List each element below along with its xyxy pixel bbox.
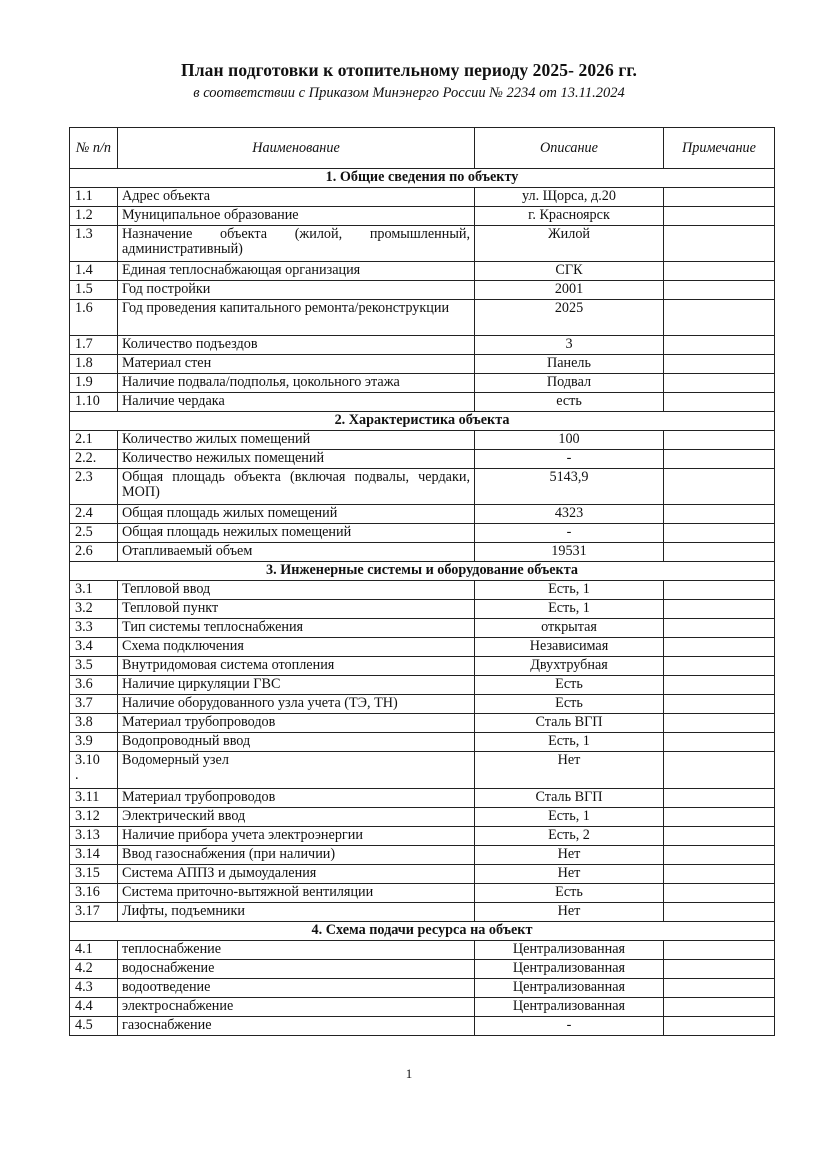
row-note <box>664 619 775 638</box>
row-note <box>664 226 775 262</box>
table-row <box>70 865 775 884</box>
row-number: 3.4 <box>70 638 118 657</box>
header-description: Описание <box>475 128 664 169</box>
row-number: 4.3 <box>70 979 118 998</box>
table-row <box>70 600 775 619</box>
row-name: Электрический ввод <box>118 808 475 827</box>
table-row <box>70 281 775 300</box>
table-row <box>70 336 775 355</box>
row-description: открытая <box>475 619 664 638</box>
row-name: Год проведения капитального ремонта/реконструкции <box>118 300 475 336</box>
row-note <box>664 941 775 960</box>
row-name: водоотведение <box>118 979 475 998</box>
row-name: Общая площадь жилых помещений <box>118 505 475 524</box>
table-row <box>70 581 775 600</box>
row-description: Панель <box>475 355 664 374</box>
row-note <box>664 979 775 998</box>
row-description: есть <box>475 393 664 412</box>
row-note <box>664 695 775 714</box>
row-number: 3.3 <box>70 619 118 638</box>
table-row <box>70 827 775 846</box>
row-description: Централизованная <box>475 941 664 960</box>
row-note <box>664 1017 775 1036</box>
row-number: 2.6 <box>70 543 118 562</box>
row-number: 2.1 <box>70 431 118 450</box>
row-description: Есть, 1 <box>475 733 664 752</box>
row-name: Ввод газоснабжения (при наличии) <box>118 846 475 865</box>
table-row <box>70 752 775 789</box>
row-number: 3.13 <box>70 827 118 846</box>
table-row <box>70 207 775 226</box>
row-description: ул. Щорса, д.20 <box>475 188 664 207</box>
row-note <box>664 657 775 676</box>
row-note <box>664 733 775 752</box>
row-name: Наличие чердака <box>118 393 475 412</box>
table-row <box>70 300 775 336</box>
row-number: 1.7 <box>70 336 118 355</box>
row-description: 19531 <box>475 543 664 562</box>
row-note <box>664 188 775 207</box>
table-row <box>70 374 775 393</box>
row-number: 3.14 <box>70 846 118 865</box>
table-row <box>70 941 775 960</box>
row-note <box>664 714 775 733</box>
row-description: Независимая <box>475 638 664 657</box>
row-number: 3.7 <box>70 695 118 714</box>
table-row <box>70 789 775 808</box>
row-number: 1.3 <box>70 226 118 262</box>
table-row <box>70 846 775 865</box>
section-title: 1. Общие сведения по объекту <box>70 169 775 188</box>
table-row <box>70 808 775 827</box>
row-description: Централизованная <box>475 998 664 1017</box>
row-number: 4.2 <box>70 960 118 979</box>
row-description: Сталь ВГП <box>475 714 664 733</box>
row-description: Нет <box>475 865 664 884</box>
row-name: Тип системы теплоснабжения <box>118 619 475 638</box>
row-note <box>664 469 775 505</box>
table-body <box>70 169 775 1036</box>
row-description: Есть <box>475 676 664 695</box>
table-row <box>70 676 775 695</box>
table-row <box>70 714 775 733</box>
row-description: 5143,9 <box>475 469 664 505</box>
row-description: Есть, 1 <box>475 581 664 600</box>
row-description: Есть, 1 <box>475 808 664 827</box>
row-number: 2.4 <box>70 505 118 524</box>
row-note <box>664 336 775 355</box>
document-title: План подготовки к отопительному периоду 2025- 2026 гг. <box>181 60 637 80</box>
row-note <box>664 355 775 374</box>
page-number: 1 <box>405 1066 413 1081</box>
row-description: - <box>475 450 664 469</box>
table-row <box>70 657 775 676</box>
row-name: Тепловой пункт <box>118 600 475 619</box>
row-description: Есть <box>475 884 664 903</box>
table-row <box>70 431 775 450</box>
row-description: Сталь ВГП <box>475 789 664 808</box>
row-name: Количество подъездов <box>118 336 475 355</box>
row-name: Общая площадь объекта (включая подвалы, чердаки, МОП) <box>118 469 475 505</box>
row-description: - <box>475 524 664 543</box>
row-note <box>664 450 775 469</box>
row-name: газоснабжение <box>118 1017 475 1036</box>
heating-plan-table <box>69 127 775 1036</box>
row-note <box>664 431 775 450</box>
row-name: водоснабжение <box>118 960 475 979</box>
row-note <box>664 960 775 979</box>
table-row <box>70 450 775 469</box>
section-title: 4. Схема подачи ресурса на объект <box>70 922 775 941</box>
row-note <box>664 676 775 695</box>
row-name: Материал трубопроводов <box>118 714 475 733</box>
row-note <box>664 903 775 922</box>
row-name: Материал стен <box>118 355 475 374</box>
row-name: Общая площадь нежилых помещений <box>118 524 475 543</box>
row-name: Год постройки <box>118 281 475 300</box>
row-number: 4.5 <box>70 1017 118 1036</box>
table-row <box>70 733 775 752</box>
row-note <box>664 300 775 336</box>
row-note <box>664 374 775 393</box>
row-description: СГК <box>475 262 664 281</box>
header-note: Примечание <box>664 128 775 169</box>
table-row <box>70 262 775 281</box>
section-title: 2. Характеристика объекта <box>70 412 775 431</box>
row-description: 4323 <box>475 505 664 524</box>
row-name: электроснабжение <box>118 998 475 1017</box>
row-description: Нет <box>475 903 664 922</box>
row-name: Адрес объекта <box>118 188 475 207</box>
row-number: 4.1 <box>70 941 118 960</box>
table-row <box>70 998 775 1017</box>
section-header-row <box>70 562 775 581</box>
row-number: 3.10 . <box>70 752 118 789</box>
table-row <box>70 543 775 562</box>
row-note <box>664 865 775 884</box>
row-number: 1.8 <box>70 355 118 374</box>
row-name: Тепловой ввод <box>118 581 475 600</box>
table-row <box>70 1017 775 1036</box>
row-number: 2.3 <box>70 469 118 505</box>
row-number: 3.17 <box>70 903 118 922</box>
row-name: Наличие подвала/подполья, цокольного этажа <box>118 374 475 393</box>
row-name: Муниципальное образование <box>118 207 475 226</box>
row-name: Схема подключения <box>118 638 475 657</box>
row-description: Жилой <box>475 226 664 262</box>
row-note <box>664 543 775 562</box>
row-description: Централизованная <box>475 979 664 998</box>
table-row <box>70 960 775 979</box>
row-number: 3.2 <box>70 600 118 619</box>
row-description: 2001 <box>475 281 664 300</box>
table-row <box>70 469 775 505</box>
row-name: Наличие оборудованного узла учета (ТЭ, ТН) <box>118 695 475 714</box>
table-header-row <box>70 128 775 169</box>
section-title: 3. Инженерные системы и оборудование объекта <box>70 562 775 581</box>
table-row <box>70 903 775 922</box>
row-note <box>664 638 775 657</box>
row-note <box>664 207 775 226</box>
row-description: Есть <box>475 695 664 714</box>
row-note <box>664 524 775 543</box>
row-number: 1.10 <box>70 393 118 412</box>
row-name: Лифты, подъемники <box>118 903 475 922</box>
row-note <box>664 827 775 846</box>
table-row <box>70 505 775 524</box>
row-number: 3.6 <box>70 676 118 695</box>
row-name: Система приточно-вытяжной вентиляции <box>118 884 475 903</box>
row-note <box>664 262 775 281</box>
row-note <box>664 884 775 903</box>
row-note <box>664 752 775 789</box>
document-subtitle: в соответствии с Приказом Минэнерго России № 2234 от 13.11.2024 <box>193 85 625 101</box>
row-note <box>664 998 775 1017</box>
row-note <box>664 505 775 524</box>
row-name: Наличие циркуляции ГВС <box>118 676 475 695</box>
row-description: - <box>475 1017 664 1036</box>
row-description: Есть, 2 <box>475 827 664 846</box>
row-number: 1.5 <box>70 281 118 300</box>
table-row <box>70 979 775 998</box>
row-description: 3 <box>475 336 664 355</box>
row-description: 100 <box>475 431 664 450</box>
row-number: 1.2 <box>70 207 118 226</box>
row-number: 3.11 <box>70 789 118 808</box>
row-name: теплоснабжение <box>118 941 475 960</box>
row-number: 3.16 <box>70 884 118 903</box>
row-note <box>664 808 775 827</box>
table-row <box>70 695 775 714</box>
row-name: Водопроводный ввод <box>118 733 475 752</box>
table-row <box>70 524 775 543</box>
row-name: Количество жилых помещений <box>118 431 475 450</box>
row-description: Нет <box>475 846 664 865</box>
table-row <box>70 355 775 374</box>
row-description: Централизованная <box>475 960 664 979</box>
row-number: 2.2. <box>70 450 118 469</box>
row-number: 3.5 <box>70 657 118 676</box>
row-number: 4.4 <box>70 998 118 1017</box>
row-note <box>664 789 775 808</box>
row-number: 3.8 <box>70 714 118 733</box>
row-description: Подвал <box>475 374 664 393</box>
row-note <box>664 846 775 865</box>
table-row <box>70 393 775 412</box>
row-description: 2025 <box>475 300 664 336</box>
row-number: 2.5 <box>70 524 118 543</box>
row-name: Материал трубопроводов <box>118 789 475 808</box>
row-note <box>664 393 775 412</box>
row-name: Назначение объекта (жилой, промышленный, административный) <box>118 226 475 262</box>
header-name: Наименование <box>118 128 475 169</box>
table-row <box>70 226 775 262</box>
row-description: Есть, 1 <box>475 600 664 619</box>
row-name: Внутридомовая система отопления <box>118 657 475 676</box>
row-name: Отапливаемый объем <box>118 543 475 562</box>
row-note <box>664 281 775 300</box>
row-number: 1.4 <box>70 262 118 281</box>
section-header-row <box>70 169 775 188</box>
row-number: 3.1 <box>70 581 118 600</box>
header-num: № п/п <box>70 128 118 169</box>
row-name: Количество нежилых помещений <box>118 450 475 469</box>
table-row <box>70 188 775 207</box>
row-note <box>664 581 775 600</box>
row-number: 1.9 <box>70 374 118 393</box>
row-name: Водомерный узел <box>118 752 475 789</box>
row-name: Наличие прибора учета электроэнергии <box>118 827 475 846</box>
row-number: 1.6 <box>70 300 118 336</box>
row-note <box>664 600 775 619</box>
row-name: Система АППЗ и дымоудаления <box>118 865 475 884</box>
row-number: 3.9 <box>70 733 118 752</box>
table-row <box>70 884 775 903</box>
row-name: Единая теплоснабжающая организация <box>118 262 475 281</box>
table-row <box>70 619 775 638</box>
table-row <box>70 638 775 657</box>
row-description: Двухтрубная <box>475 657 664 676</box>
section-header-row <box>70 922 775 941</box>
section-header-row <box>70 412 775 431</box>
row-number: 1.1 <box>70 188 118 207</box>
row-number: 3.12 <box>70 808 118 827</box>
row-description: г. Красноярск <box>475 207 664 226</box>
row-number: 3.15 <box>70 865 118 884</box>
row-description: Нет <box>475 752 664 789</box>
